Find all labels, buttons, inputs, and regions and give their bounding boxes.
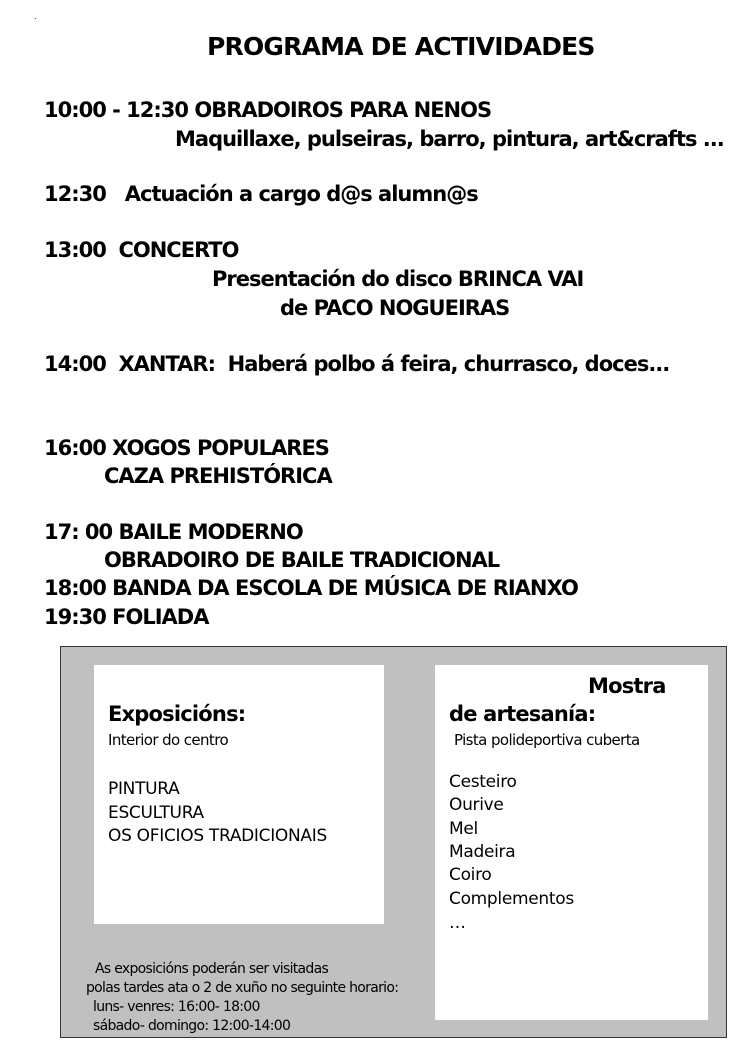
schedule-line-6: 17: 00 BAILE MODERNO (44, 520, 303, 544)
schedule-line-2: 12:30 Actuación a cargo d@s alumn@s (44, 182, 478, 206)
corner-mark: . (34, 12, 37, 21)
visit-note-line-3: luns- venres: 16:00- 18:00 (93, 999, 260, 1015)
artesania-item: Mel (449, 819, 478, 839)
exposicions-heading: Exposicións: (108, 702, 246, 726)
schedule-line-5: 16:00 XOGOS POPULARES (44, 436, 329, 460)
artesania-item: Complementos (449, 889, 574, 909)
schedule-line-4: 14:00 XANTAR: Haberá polbo á feira, churrasco, doces... (44, 352, 670, 376)
visit-note-line-4: sábado- domingo: 12:00-14:00 (93, 1018, 291, 1034)
schedule-line-5-detail: CAZA PREHISTÓRICA (104, 464, 332, 488)
page-title: PROGRAMA DE ACTIVIDADES (207, 32, 595, 61)
visit-note-line-1: As exposicións poderán ser visitadas (95, 961, 329, 977)
schedule-line-6-detail: OBRADOIRO DE BAILE TRADICIONAL (104, 548, 500, 572)
schedule-line-3: 13:00 CONCERTO (44, 238, 239, 262)
schedule-line-1-detail: Maquillaxe, pulseiras, barro, pintura, art&crafts ... (175, 127, 724, 151)
exposicions-item: ESCULTURA (108, 803, 204, 823)
artesania-item: Ourive (449, 795, 504, 815)
exposicions-item: OS OFICIOS TRADICIONAIS (108, 826, 327, 846)
visit-note-line-2: polas tardes ata o 2 de xuño no seguinte horario: (86, 980, 399, 996)
schedule-line-7: 18:00 BANDA DA ESCOLA DE MÚSICA DE RIANXO (44, 576, 578, 600)
artesania-heading-1: Mostra (588, 674, 666, 698)
exposicions-location: Interior do centro (108, 731, 229, 749)
artesania-item: Coiro (449, 865, 492, 885)
schedule-line-3-detail: Presentación do disco BRINCA VAI (212, 267, 584, 291)
artesania-location: Pista polideportiva cuberta (454, 731, 640, 749)
schedule-line-3-artist: de PACO NOGUEIRAS (280, 296, 510, 320)
artesania-heading-2: de artesanía: (449, 702, 596, 726)
schedule-line-8: 19:30 FOLIADA (44, 605, 209, 629)
exposicions-item: PINTURA (108, 779, 180, 799)
artesania-item: Cesteiro (449, 772, 517, 792)
artesania-item: … (449, 913, 466, 933)
schedule-line-1: 10:00 - 12:30 OBRADOIROS PARA NENOS (44, 98, 492, 122)
artesania-item: Madeira (449, 842, 516, 862)
